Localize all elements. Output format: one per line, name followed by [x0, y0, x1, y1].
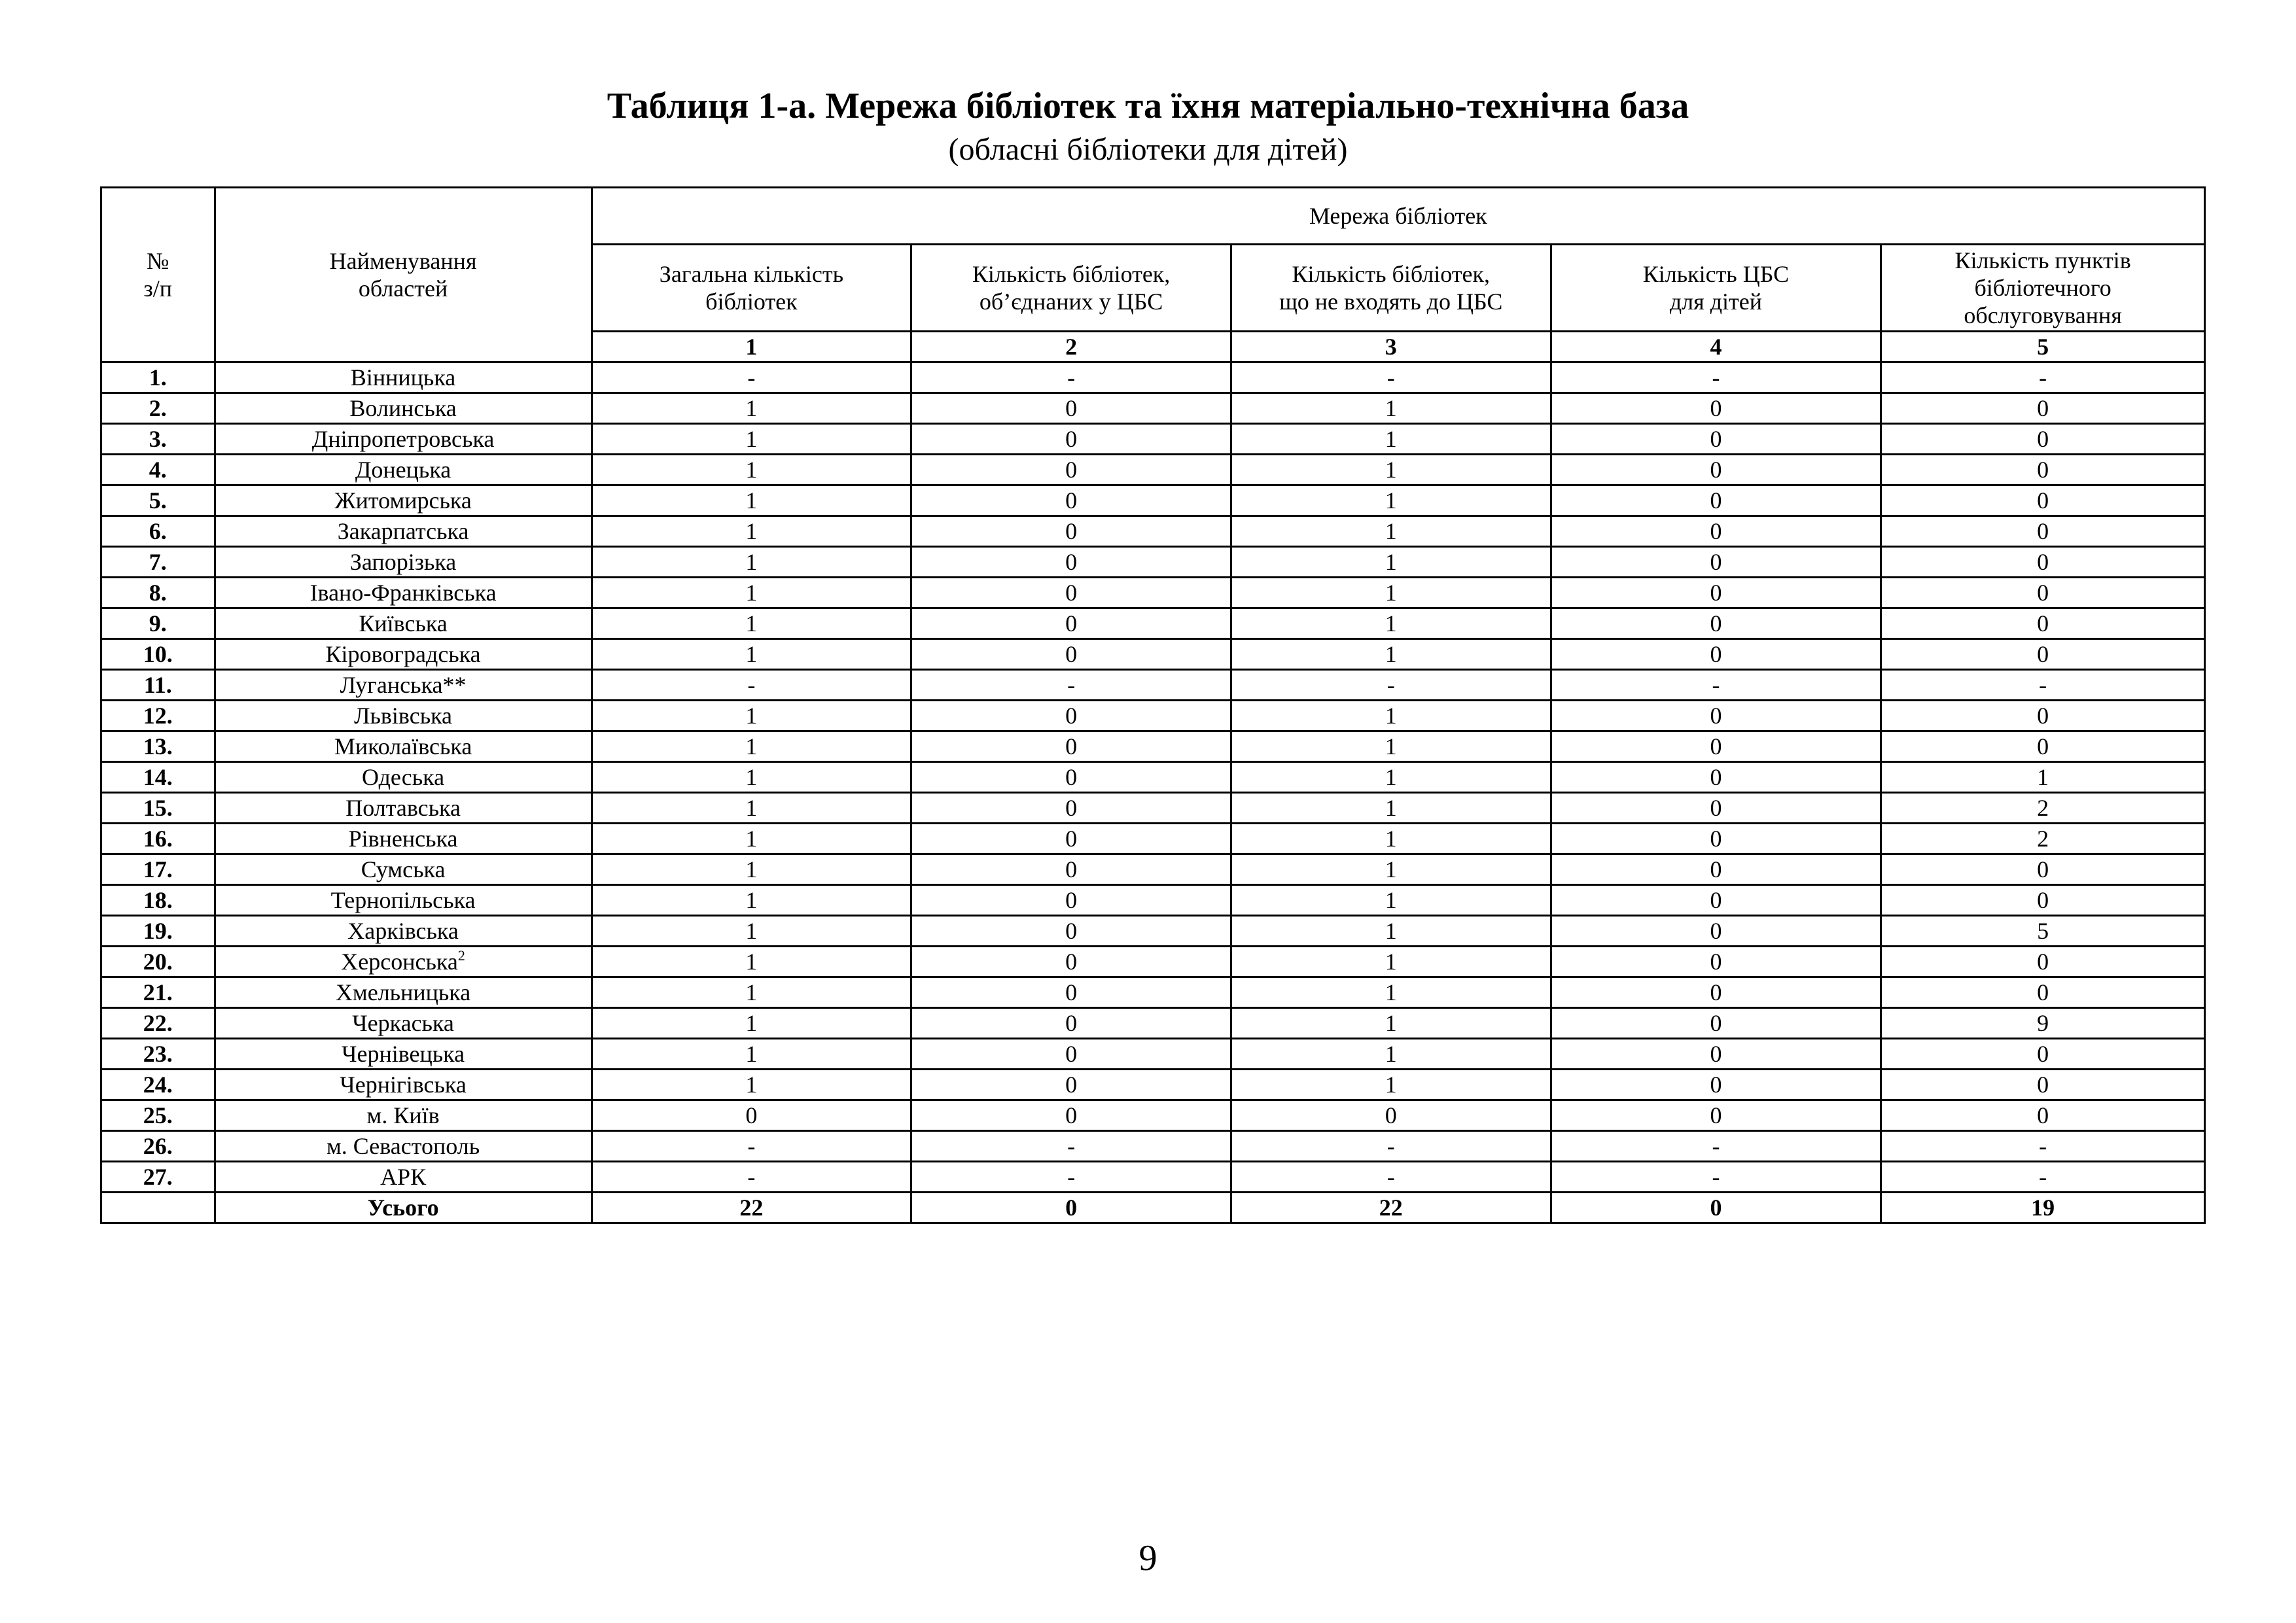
cell-service-points: 0: [1881, 547, 2205, 578]
cell-total-libraries: 1: [592, 977, 911, 1008]
region-name: [215, 516, 592, 547]
region-name-text: Херсонська: [341, 949, 458, 975]
region-name: [215, 578, 592, 608]
header-line: бібліотечного: [1974, 275, 2111, 301]
region-name-text: Усього: [367, 1195, 439, 1221]
row-number: 13.: [101, 731, 215, 762]
header-line: що не входять до ЦБС: [1279, 288, 1503, 315]
region-name-text: Рівненська: [348, 826, 458, 852]
cell-total-libraries: 1: [592, 424, 911, 455]
table-row: [101, 1008, 2205, 1039]
cell-libraries-outside-cbs: 1: [1231, 793, 1551, 824]
header-line: Кількість бібліотек,: [972, 261, 1171, 287]
cell-total-libraries: 1: [592, 1039, 911, 1070]
cell-total-libraries: 1: [592, 731, 911, 762]
header-service-points: [1881, 245, 2205, 332]
page-title: Таблиця 1-а. Мережа бібліотек та їхня матеріально-технічна база: [607, 86, 1689, 126]
total-row: [101, 1193, 2205, 1223]
cell-libraries-in-cbs: 0: [911, 731, 1231, 762]
row-number: 27.: [101, 1162, 215, 1193]
region-name-text: Чернігівська: [340, 1072, 467, 1098]
cell-total-libraries: 1: [592, 485, 911, 516]
cell-children-cbs-count: 0: [1551, 1070, 1881, 1100]
cell-service-points: 0: [1881, 455, 2205, 485]
header-line: Кількість пунктів: [1954, 247, 2131, 273]
header-line: областей: [358, 275, 448, 302]
cell-total-libraries: 1: [592, 762, 911, 793]
header-line: №: [147, 248, 169, 274]
region-name: [215, 424, 592, 455]
region-name-text: Тернопільська: [330, 887, 476, 913]
cell-children-cbs-count: 0: [1551, 793, 1881, 824]
cell-total-libraries: 1: [592, 578, 911, 608]
cell-service-points: -: [1881, 362, 2205, 393]
region-name: [215, 1070, 592, 1100]
region-name-text: Черкаська: [352, 1010, 454, 1036]
region-name: [215, 1162, 592, 1193]
table-row: [101, 824, 2205, 854]
cell-libraries-in-cbs: 0: [911, 1039, 1231, 1070]
cell-service-points: 0: [1881, 1039, 2205, 1070]
region-name-text: Кіровоградська: [325, 641, 481, 667]
row-number: 1.: [101, 362, 215, 393]
cell-libraries-outside-cbs: 1: [1231, 854, 1551, 885]
region-name-text: Дніпропетровська: [311, 426, 495, 452]
row-number: 12.: [101, 701, 215, 731]
cell-libraries-in-cbs: 0: [911, 1100, 1231, 1131]
cell-service-points: 0: [1881, 1100, 2205, 1131]
header-line: Кількість бібліотек,: [1292, 261, 1490, 287]
cell-libraries-outside-cbs: -: [1231, 670, 1551, 701]
header-libraries-in-cbs: [911, 245, 1231, 332]
cell-libraries-outside-cbs: -: [1231, 1131, 1551, 1162]
cell-children-cbs-count: 0: [1551, 977, 1881, 1008]
row-number: 8.: [101, 578, 215, 608]
cell-libraries-in-cbs: 0: [911, 916, 1231, 947]
region-name: [215, 793, 592, 824]
row-number: 11.: [101, 670, 215, 701]
region-name-text: Житомирська: [334, 487, 472, 514]
cell-children-cbs-count: -: [1551, 670, 1881, 701]
region-name: [215, 455, 592, 485]
cell-libraries-in-cbs: 0: [911, 424, 1231, 455]
header-libraries-outside-cbs: [1231, 245, 1551, 332]
cell-children-cbs-count: 0: [1551, 639, 1881, 670]
header-line: об’єднаних у ЦБС: [979, 288, 1163, 315]
table-row: [101, 670, 2205, 701]
cell-total-libraries: -: [592, 362, 911, 393]
cell-children-cbs-count: 0: [1551, 455, 1881, 485]
header-col-number-2: 2: [911, 332, 1231, 362]
cell-service-points: 2: [1881, 824, 2205, 854]
cell-libraries-in-cbs: 0: [911, 885, 1231, 916]
region-name: [215, 485, 592, 516]
region-name: [215, 977, 592, 1008]
cell-total-libraries: 1: [592, 547, 911, 578]
cell-libraries-outside-cbs: -: [1231, 362, 1551, 393]
cell-libraries-in-cbs: -: [911, 670, 1231, 701]
cell-children-cbs-count: 0: [1551, 701, 1881, 731]
cell-service-points: 0: [1881, 885, 2205, 916]
table-row: [101, 362, 2205, 393]
cell-total-libraries: 1: [592, 916, 911, 947]
table-row: [101, 793, 2205, 824]
row-number: 24.: [101, 1070, 215, 1100]
cell-children-cbs-count: 0: [1551, 762, 1881, 793]
region-name-text: Луганська**: [340, 672, 467, 698]
cell-libraries-in-cbs: 0: [911, 977, 1231, 1008]
row-number: 7.: [101, 547, 215, 578]
cell-libraries-in-cbs: 0: [911, 455, 1231, 485]
header-col-number-3: 3: [1231, 332, 1551, 362]
cell-children-cbs-count: -: [1551, 362, 1881, 393]
header-number: [101, 188, 215, 362]
cell-libraries-outside-cbs: 1: [1231, 485, 1551, 516]
table-row: [101, 854, 2205, 885]
cell-children-cbs-count: 0: [1551, 916, 1881, 947]
cell-children-cbs-count: 0: [1551, 1193, 1881, 1223]
header-line: бібліотек: [705, 288, 798, 315]
cell-libraries-outside-cbs: 22: [1231, 1193, 1551, 1223]
table-row: [101, 1039, 2205, 1070]
table-row: [101, 1070, 2205, 1100]
cell-libraries-outside-cbs: 1: [1231, 393, 1551, 424]
cell-libraries-outside-cbs: 1: [1231, 947, 1551, 977]
region-name-text: Чернівецька: [342, 1041, 465, 1067]
cell-libraries-in-cbs: 0: [911, 639, 1231, 670]
cell-total-libraries: 22: [592, 1193, 911, 1223]
cell-libraries-in-cbs: 0: [911, 762, 1231, 793]
header-line: для дітей: [1669, 288, 1762, 315]
cell-libraries-outside-cbs: 1: [1231, 547, 1551, 578]
cell-children-cbs-count: 0: [1551, 1008, 1881, 1039]
header-total-libraries: [592, 245, 911, 332]
table-row: [101, 578, 2205, 608]
region-name: [215, 393, 592, 424]
cell-service-points: 0: [1881, 608, 2205, 639]
region-name-text: Волинська: [349, 395, 457, 421]
header-col-number-5: 5: [1881, 332, 2205, 362]
region-name-text: Запорізька: [349, 549, 457, 575]
cell-service-points: 0: [1881, 1070, 2205, 1100]
row-number: 20.: [101, 947, 215, 977]
table-row: [101, 977, 2205, 1008]
region-name: [215, 1193, 592, 1223]
cell-service-points: 0: [1881, 424, 2205, 455]
cell-libraries-in-cbs: 0: [911, 1008, 1231, 1039]
region-name: [215, 701, 592, 731]
region-name-text: Полтавська: [345, 795, 461, 821]
row-number: 25.: [101, 1100, 215, 1131]
row-number: 16.: [101, 824, 215, 854]
table-row: [101, 731, 2205, 762]
header-library-network: Мережа бібліотек: [592, 188, 2204, 245]
cell-libraries-in-cbs: 0: [911, 854, 1231, 885]
cell-service-points: 5: [1881, 916, 2205, 947]
cell-libraries-outside-cbs: 1: [1231, 516, 1551, 547]
cell-total-libraries: 1: [592, 1008, 911, 1039]
region-name-text: Івано-Франківська: [309, 580, 497, 606]
cell-children-cbs-count: 0: [1551, 824, 1881, 854]
cell-libraries-outside-cbs: 0: [1231, 1100, 1551, 1131]
page-subtitle: (обласні бібліотеки для дітей): [948, 132, 1348, 167]
table-row: [101, 516, 2205, 547]
cell-total-libraries: -: [592, 1162, 911, 1193]
cell-libraries-in-cbs: 0: [911, 578, 1231, 608]
table-row: [101, 1131, 2205, 1162]
cell-service-points: 2: [1881, 793, 2205, 824]
cell-libraries-outside-cbs: 1: [1231, 916, 1551, 947]
header-line: з/п: [143, 275, 173, 302]
header-col-number-1: 1: [592, 332, 911, 362]
region-name: [215, 947, 592, 977]
cell-children-cbs-count: -: [1551, 1131, 1881, 1162]
cell-service-points: 0: [1881, 947, 2205, 977]
cell-children-cbs-count: 0: [1551, 516, 1881, 547]
row-number: 5.: [101, 485, 215, 516]
region-name: [215, 762, 592, 793]
table-row: [101, 885, 2205, 916]
cell-total-libraries: 1: [592, 854, 911, 885]
row-number: 2.: [101, 393, 215, 424]
row-number: [101, 1193, 215, 1223]
cell-service-points: 0: [1881, 516, 2205, 547]
cell-total-libraries: 1: [592, 639, 911, 670]
cell-children-cbs-count: 0: [1551, 547, 1881, 578]
table-row: [101, 701, 2205, 731]
table-row: [101, 916, 2205, 947]
cell-service-points: 0: [1881, 701, 2205, 731]
row-number: 17.: [101, 854, 215, 885]
region-name: [215, 731, 592, 762]
table-row: [101, 608, 2205, 639]
header-col-number-4: 4: [1551, 332, 1881, 362]
row-number: 6.: [101, 516, 215, 547]
row-number: 21.: [101, 977, 215, 1008]
cell-service-points: 0: [1881, 731, 2205, 762]
cell-total-libraries: -: [592, 670, 911, 701]
cell-libraries-outside-cbs: 1: [1231, 885, 1551, 916]
cell-libraries-in-cbs: -: [911, 1131, 1231, 1162]
table-row: [101, 485, 2205, 516]
cell-libraries-in-cbs: 0: [911, 1070, 1231, 1100]
region-name: [215, 362, 592, 393]
cell-service-points: 19: [1881, 1193, 2205, 1223]
region-name-text: Миколаївська: [334, 733, 472, 759]
header-row-group: [101, 188, 2205, 245]
region-name: [215, 1008, 592, 1039]
cell-total-libraries: 1: [592, 885, 911, 916]
cell-total-libraries: 0: [592, 1100, 911, 1131]
region-name: [215, 824, 592, 854]
region-name: [215, 1131, 592, 1162]
cell-children-cbs-count: 0: [1551, 854, 1881, 885]
row-number: 26.: [101, 1131, 215, 1162]
cell-children-cbs-count: 0: [1551, 608, 1881, 639]
cell-total-libraries: 1: [592, 393, 911, 424]
table-row: [101, 424, 2205, 455]
cell-libraries-in-cbs: 0: [911, 824, 1231, 854]
region-name: [215, 670, 592, 701]
cell-total-libraries: 1: [592, 455, 911, 485]
header-region-name: [215, 188, 592, 362]
region-name-text: Донецька: [355, 457, 451, 483]
cell-children-cbs-count: -: [1551, 1162, 1881, 1193]
cell-libraries-in-cbs: 0: [911, 547, 1231, 578]
table-row: [101, 455, 2205, 485]
region-name-text: Закарпатська: [337, 518, 469, 544]
table-row: [101, 393, 2205, 424]
row-number: 14.: [101, 762, 215, 793]
cell-libraries-outside-cbs: 1: [1231, 1070, 1551, 1100]
region-name-text: Львівська: [354, 703, 453, 729]
cell-children-cbs-count: 0: [1551, 1039, 1881, 1070]
cell-total-libraries: 1: [592, 608, 911, 639]
cell-children-cbs-count: 0: [1551, 885, 1881, 916]
table-row: [101, 639, 2205, 670]
cell-libraries-outside-cbs: 1: [1231, 824, 1551, 854]
table-row: [101, 1100, 2205, 1131]
cell-children-cbs-count: 0: [1551, 947, 1881, 977]
table-row: [101, 947, 2205, 977]
region-name-text: Одеська: [362, 764, 445, 790]
region-name-text: м. Київ: [366, 1102, 440, 1128]
cell-total-libraries: 1: [592, 947, 911, 977]
row-number: 3.: [101, 424, 215, 455]
cell-total-libraries: 1: [592, 793, 911, 824]
region-name: [215, 1039, 592, 1070]
cell-libraries-in-cbs: 0: [911, 947, 1231, 977]
cell-service-points: 0: [1881, 977, 2205, 1008]
cell-total-libraries: 1: [592, 516, 911, 547]
header-children-cbs-count: [1551, 245, 1881, 332]
table-row: [101, 547, 2205, 578]
region-name: [215, 854, 592, 885]
cell-children-cbs-count: 0: [1551, 731, 1881, 762]
cell-libraries-in-cbs: -: [911, 1162, 1231, 1193]
region-name-text: Київська: [359, 610, 448, 637]
cell-service-points: 0: [1881, 639, 2205, 670]
cell-total-libraries: 1: [592, 701, 911, 731]
cell-service-points: -: [1881, 670, 2205, 701]
region-name-text: Вінницька: [350, 364, 456, 391]
page-number: 9: [1139, 1538, 1157, 1579]
row-number: 18.: [101, 885, 215, 916]
cell-service-points: 0: [1881, 393, 2205, 424]
cell-service-points: 0: [1881, 485, 2205, 516]
cell-libraries-outside-cbs: 1: [1231, 701, 1551, 731]
table-row: [101, 762, 2205, 793]
cell-libraries-outside-cbs: 1: [1231, 455, 1551, 485]
cell-service-points: 0: [1881, 854, 2205, 885]
cell-libraries-outside-cbs: -: [1231, 1162, 1551, 1193]
cell-libraries-in-cbs: 0: [911, 608, 1231, 639]
cell-libraries-outside-cbs: 1: [1231, 731, 1551, 762]
cell-total-libraries: 1: [592, 1070, 911, 1100]
row-number: 15.: [101, 793, 215, 824]
region-name: [215, 885, 592, 916]
cell-children-cbs-count: 0: [1551, 485, 1881, 516]
cell-service-points: 0: [1881, 578, 2205, 608]
header-line: обслуговування: [1964, 302, 2122, 328]
cell-total-libraries: 1: [592, 824, 911, 854]
cell-libraries-outside-cbs: 1: [1231, 977, 1551, 1008]
region-name: [215, 639, 592, 670]
cell-libraries-in-cbs: 0: [911, 793, 1231, 824]
cell-libraries-outside-cbs: 1: [1231, 1039, 1551, 1070]
cell-service-points: 9: [1881, 1008, 2205, 1039]
region-name-text: Хмельницька: [335, 979, 471, 1005]
cell-libraries-outside-cbs: 1: [1231, 762, 1551, 793]
footnote-marker: 2: [457, 947, 465, 964]
header-line: Найменування: [329, 248, 477, 274]
row-number: 10.: [101, 639, 215, 670]
region-name: [215, 547, 592, 578]
row-number: 22.: [101, 1008, 215, 1039]
row-number: 9.: [101, 608, 215, 639]
row-number: 4.: [101, 455, 215, 485]
cell-service-points: -: [1881, 1131, 2205, 1162]
cell-service-points: 1: [1881, 762, 2205, 793]
library-network-table: [100, 186, 2206, 1224]
cell-libraries-in-cbs: 0: [911, 701, 1231, 731]
cell-children-cbs-count: 0: [1551, 1100, 1881, 1131]
region-name: [215, 608, 592, 639]
cell-libraries-in-cbs: 0: [911, 393, 1231, 424]
row-number: 23.: [101, 1039, 215, 1070]
region-name-text: Харківська: [347, 918, 459, 944]
cell-libraries-outside-cbs: 1: [1231, 608, 1551, 639]
cell-children-cbs-count: 0: [1551, 424, 1881, 455]
cell-libraries-outside-cbs: 1: [1231, 424, 1551, 455]
row-number: 19.: [101, 916, 215, 947]
cell-libraries-in-cbs: -: [911, 362, 1231, 393]
region-name-text: м. Севастополь: [327, 1133, 480, 1159]
cell-libraries-outside-cbs: 1: [1231, 639, 1551, 670]
table-row: [101, 1162, 2205, 1193]
cell-libraries-in-cbs: 0: [911, 516, 1231, 547]
region-name: [215, 916, 592, 947]
region-name-text: АРК: [380, 1164, 427, 1190]
cell-children-cbs-count: 0: [1551, 393, 1881, 424]
region-name: [215, 1100, 592, 1131]
header-line: Загальна кількість: [659, 261, 843, 287]
cell-service-points: -: [1881, 1162, 2205, 1193]
cell-libraries-in-cbs: 0: [911, 1193, 1231, 1223]
cell-libraries-in-cbs: 0: [911, 485, 1231, 516]
cell-total-libraries: -: [592, 1131, 911, 1162]
header-line: Кількість ЦБС: [1642, 261, 1790, 287]
region-name-text: Сумська: [361, 856, 446, 882]
cell-libraries-outside-cbs: 1: [1231, 578, 1551, 608]
cell-libraries-outside-cbs: 1: [1231, 1008, 1551, 1039]
cell-children-cbs-count: 0: [1551, 578, 1881, 608]
